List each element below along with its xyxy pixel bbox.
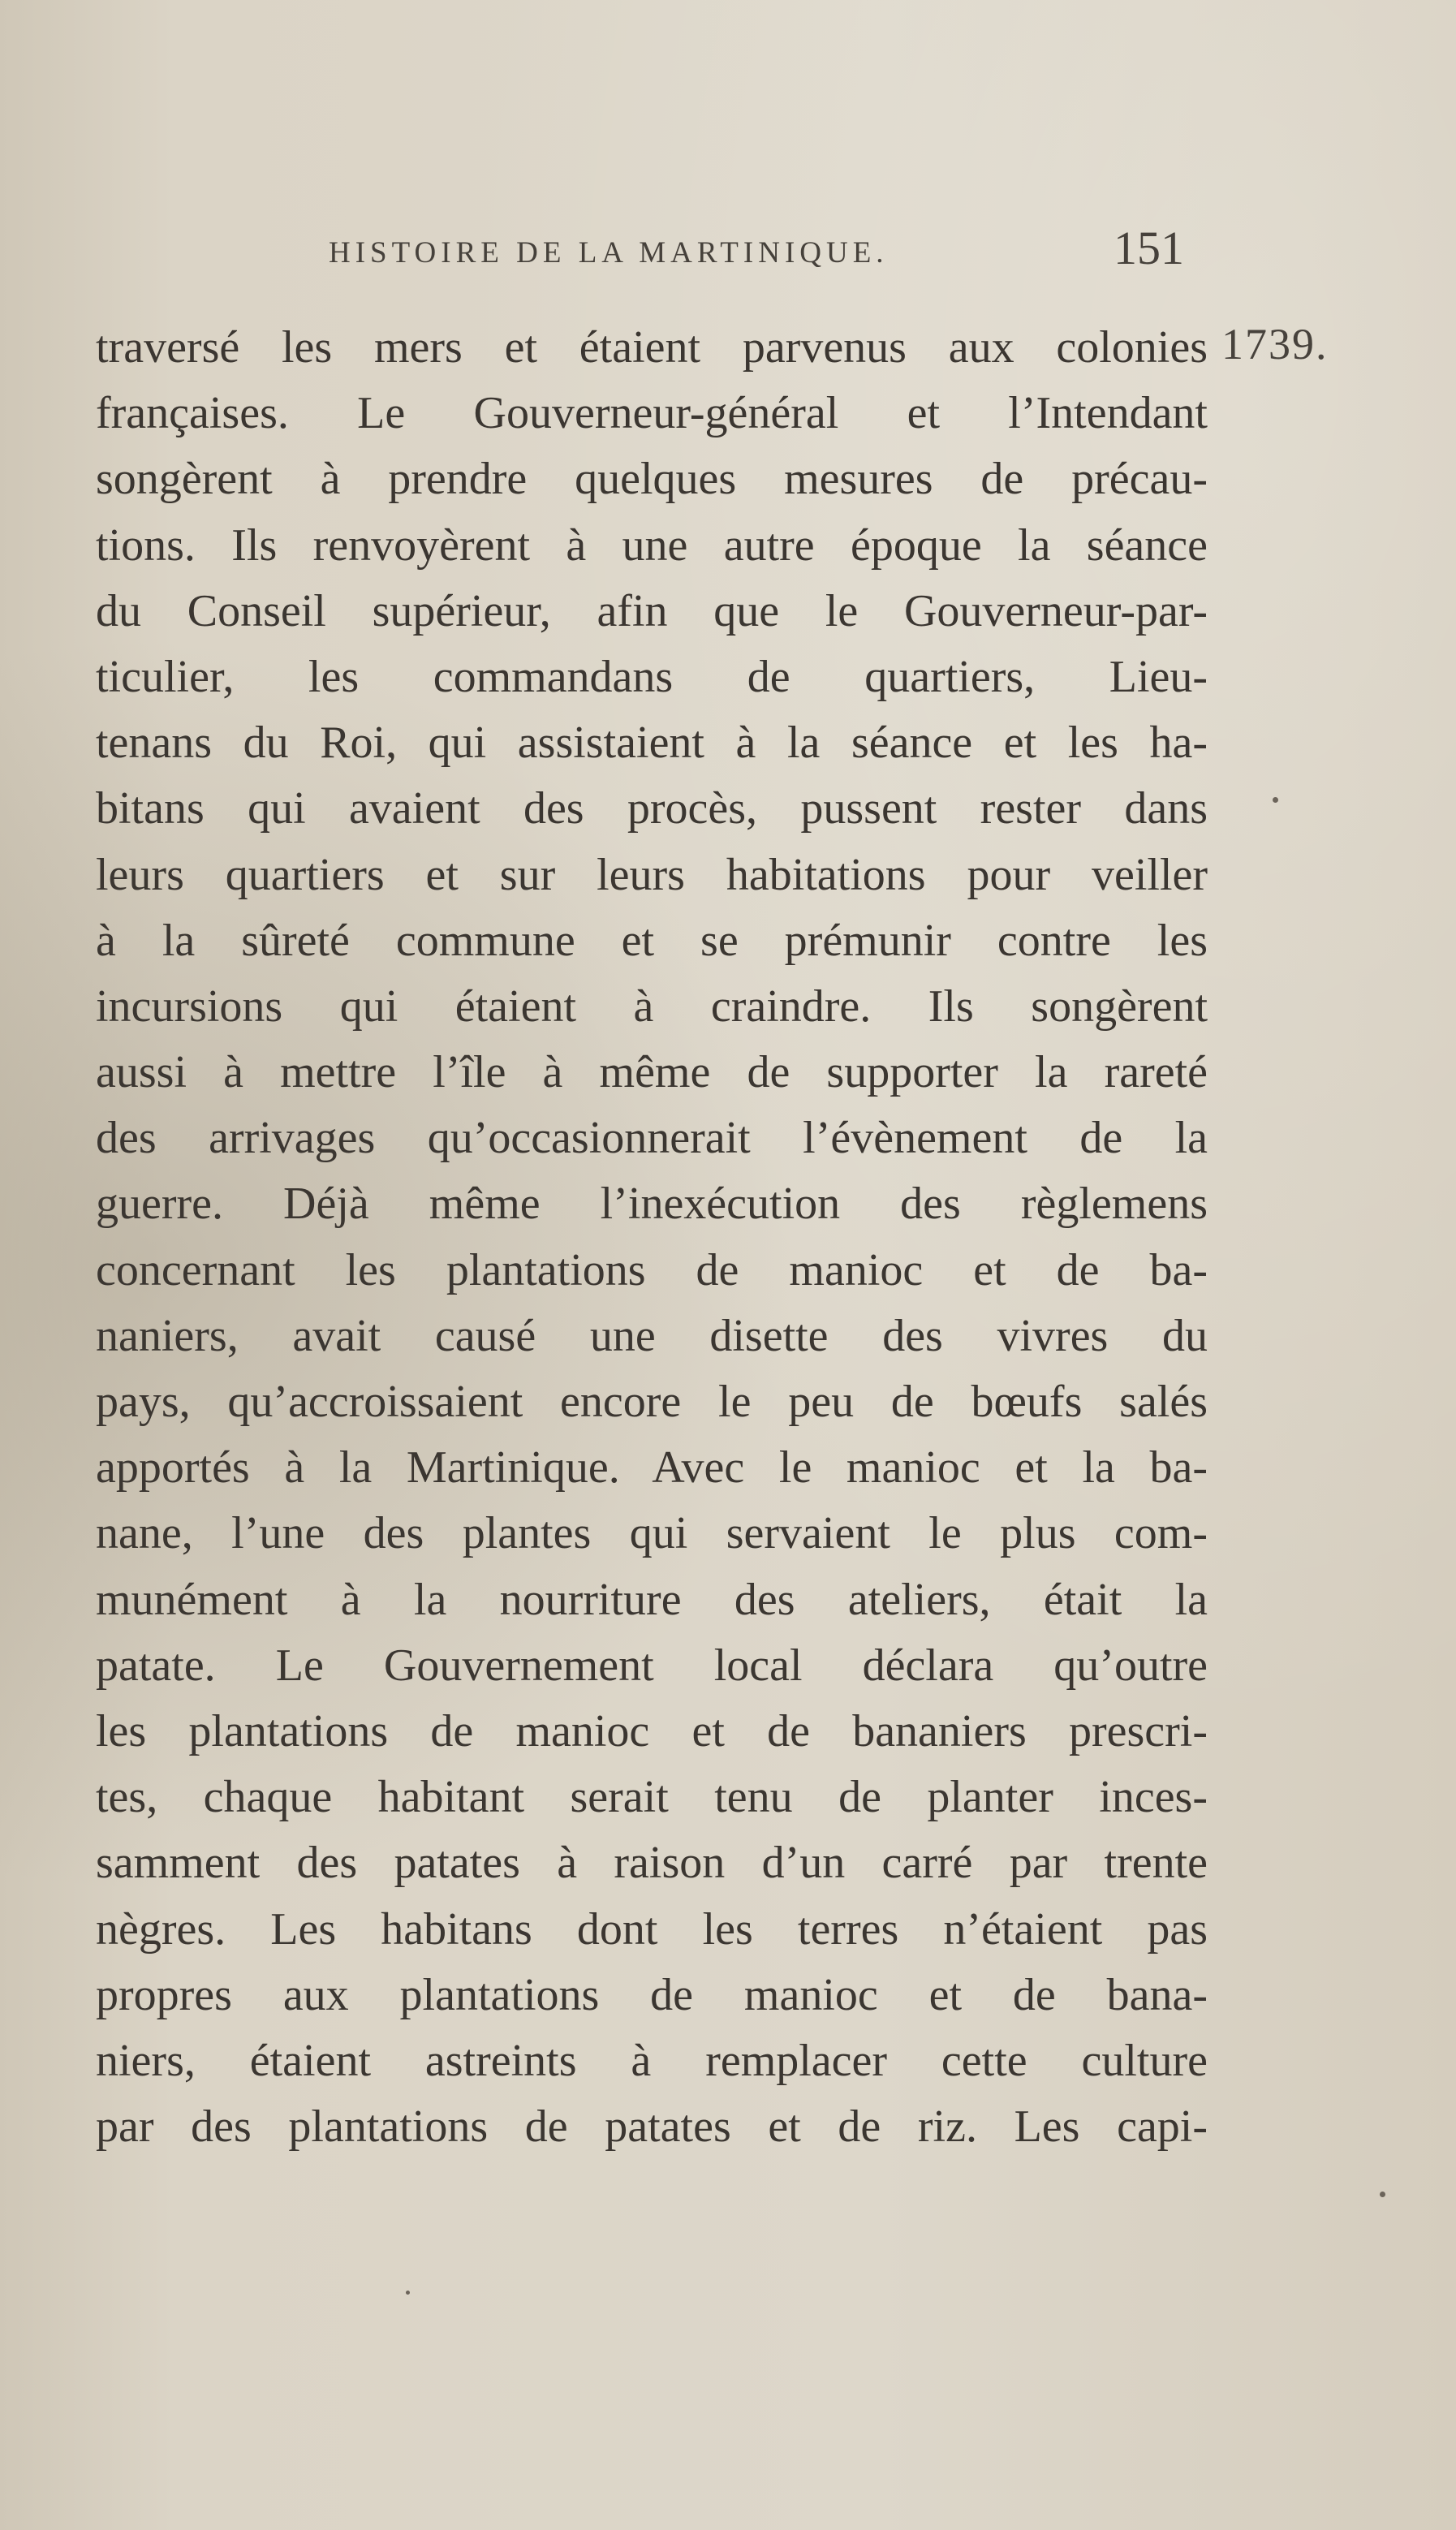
paper-speck bbox=[1380, 2192, 1385, 2197]
text-line: des arrivages qu’occasionnerait l’évènement de la bbox=[96, 1113, 1208, 1164]
text-line: propres aux plantations de manioc et de bana- bbox=[96, 1969, 1208, 2020]
text-line: tions. Ils renvoyèrent à une autre époque la séance bbox=[96, 519, 1208, 571]
running-head: HISTOIRE DE LA MARTINIQUE. bbox=[329, 236, 889, 269]
text-line: par des plantations de patates et de riz. Les capi- bbox=[96, 2101, 1208, 2153]
text-line: tenans du Roi, qui assistaient à la séance et les ha- bbox=[96, 718, 1208, 769]
text-line: pays, qu’accroissaient encore le peu de bœufs salés bbox=[96, 1377, 1208, 1427]
text-line: songèrent à prendre quelques mesures de précau- bbox=[96, 454, 1208, 505]
text-line: samment des patates à raison d’un carré par trente bbox=[96, 1838, 1208, 1889]
text-line: naniers, avait causé une disette des vivres du bbox=[96, 1310, 1208, 1361]
text-line: françaises. Le Gouverneur-général et l’Intendant bbox=[96, 388, 1208, 439]
text-line: les plantations de manioc et de bananiers prescri- bbox=[96, 1705, 1208, 1756]
paper-speck bbox=[406, 2291, 410, 2295]
text-line: patate. Le Gouvernement local déclara qu’outre bbox=[96, 1640, 1208, 1691]
text-line: apportés à la Martinique. Avec le manioc et la ba- bbox=[96, 1442, 1208, 1493]
text-line: concernant les plantations de manioc et de ba- bbox=[96, 1244, 1208, 1295]
page-number: 151 bbox=[1114, 222, 1184, 274]
text-line: nane, l’une des plantes qui servaient le plus com- bbox=[96, 1508, 1208, 1559]
text-line: niers, étaient astreints à remplacer cette culture bbox=[96, 2035, 1208, 2086]
text-line: incursions qui étaient à craindre. Ils songèrent bbox=[96, 981, 1208, 1032]
text-line: du Conseil supérieur, afin que le Gouverneur-par- bbox=[96, 585, 1208, 636]
text-line: à la sûreté commune et se prémunir contre les bbox=[96, 915, 1208, 966]
body-text bbox=[96, 315, 1208, 2160]
text-line: traversé les mers et étaient parvenus aux colonies bbox=[96, 322, 1208, 373]
text-line: nègres. Les habitans dont les terres n’étaient pas bbox=[96, 1903, 1208, 1955]
text-line: munément à la nourriture des ateliers, était la bbox=[96, 1574, 1208, 1625]
text-line: aussi à mettre l’île à même de supporter la rareté bbox=[96, 1047, 1208, 1098]
text-line: leurs quartiers et sur leurs habitations pour veiller bbox=[96, 849, 1208, 900]
text-line: tes, chaque habitant serait tenu de planter inces- bbox=[96, 1772, 1208, 1823]
paper-speck bbox=[1273, 797, 1278, 803]
text-line: bitans qui avaient des procès, pussent rester dans bbox=[96, 783, 1208, 834]
margin-year-note: 1739. bbox=[1221, 320, 1329, 369]
text-line: guerre. Déjà même l’inexécution des règlemens bbox=[96, 1179, 1208, 1230]
text-line: ticulier, les commandans de quartiers, Lieu- bbox=[96, 651, 1208, 702]
